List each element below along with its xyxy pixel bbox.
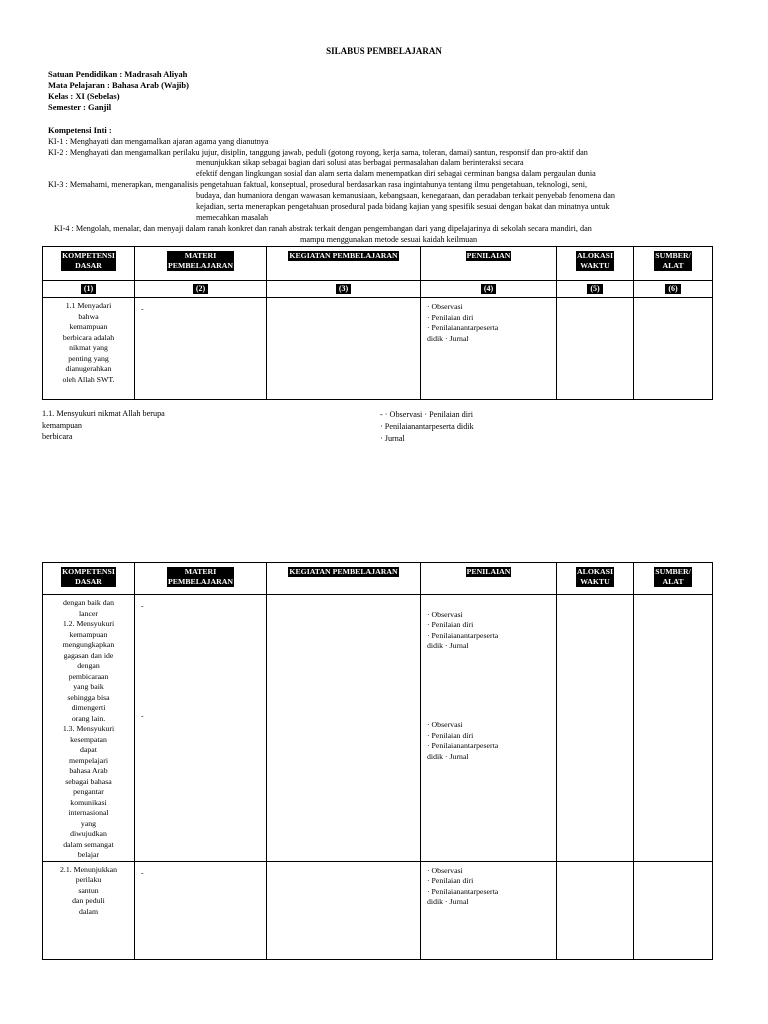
header-competence: KOMPETENSI DASAR [43,563,135,595]
col-number: (3) [267,281,421,298]
ki-3-line-3: kejadian, serta menerapkan pengetahuan prosedural pada bidang kajian yang spesifik sesuai dengan bakat dan minatnya untuk [196,202,610,211]
activities-cell [267,298,421,400]
material-cell: - [135,861,267,959]
material-item: - [141,601,144,610]
header-time: ALOKASI WAKTU [557,563,634,595]
col-number: (5) [557,281,634,298]
competence-cell: 1.1 Menyadari bahwa kemampuan berbicara adalah nikmat yang penting yang dianugerahkan oleh Allah SWT. [43,298,135,400]
material-cell: - [135,298,267,400]
material-item: - [141,710,144,720]
table-row [43,861,713,959]
assessment-cell [421,595,557,862]
document-title: SILABUS PEMBELAJARAN [326,46,442,56]
assessment-item: · Observasi · Penilaian diri · Penilaianantarpeserta didik · Jurnal [427,720,499,761]
assessment-cell: · Observasi · Penilaian diri · Penilaianantarpeserta didik · Jurnal [421,298,557,400]
time-cell [557,298,634,400]
ki-2-line-1: KI-2 : Menghayati dan mengamalkan perilaku jujur, disiplin, tanggung jawab, peduli (gotong royong, kerja sama, toleran, damai) santun, responsif dan pro-aktif dan [48,148,588,157]
source-cell [634,298,713,400]
assessment-item: · Observasi · Penilaian diri · Penilaianantarpeserta didik · Jurnal [427,609,499,651]
table-row [43,595,713,862]
header-source: SUMBER/ ALAT [634,563,713,595]
ki-4-line-1: KI-4 : Mengolah, menalar, dan menyaji dalam ranah konkret dan ranah abstrak terkait dengan pengembangan dari yang dipelajarinya di sekolah secara mandiri, dan [54,224,592,233]
header-material: MATERI PEMBELAJARAN [135,247,267,281]
ki-1: KI-1 : Menghayati dan mengamalkan ajaran agama yang dianutnya [48,137,269,146]
syllabus-table-2 [42,562,713,960]
activities-cell [267,595,421,862]
ki-2-line-3: efektif dengan lingkungan sosial dan alam serta dalam menempatkan diri sebagai cerminan bangsa dalam pergaulan dunia [196,169,596,178]
material-cell [135,595,267,862]
table-row [43,298,713,400]
class: Kelas : XI (Sebelas) [48,91,120,101]
source-cell [634,595,713,862]
header-assessment: PENILAIAN [421,247,557,281]
col-number: (2) [135,281,267,298]
loose-assessment-line-2: · Penilaianantarpeserta didik [380,422,474,431]
loose-assessment-line-3: · Jurnal [380,434,405,443]
loose-kd-line-3: berbicara [42,432,73,441]
col-number: (1) [43,281,135,298]
ki-3-line-4: memecahkan masalah [196,213,269,222]
semester: Semester : Ganjil [48,102,112,112]
core-competence-heading: Kompetensi Inti : [48,125,112,135]
ki-3-line-2: budaya, dan humaniora dengan wawasan kemanusiaan, kebangsaan, kenegaraan, dan peradaban terkait penyebab fenomena dan [196,191,615,200]
col-number: (4) [421,281,557,298]
subject: Mata Pelajaran : Bahasa Arab (Wajib) [48,80,189,90]
loose-kd-line-2: kemampuan [42,421,83,430]
header-activities: KEGIATAN PEMBELAJARAN [267,247,421,281]
loose-assessment-line-1: - · Observasi · Penilaian diri [380,410,473,419]
time-cell [557,595,634,862]
source-cell [634,861,713,959]
competence-cell: 2.1. Menunjukkan perilaku santun dan peduli dalam [43,861,135,959]
syllabus-table-1 [42,246,713,400]
time-cell [557,861,634,959]
header-activities: KEGIATAN PEMBELAJARAN [267,563,421,595]
loose-kd-line-1: 1.1. Mensyukuri nikmat Allah berupa [42,409,165,418]
activities-cell [267,861,421,959]
header-source: SUMBER/ ALAT [634,247,713,281]
ki-3-line-1: KI-3 : Memahami, menerapkan, menganalisis pengetahuan faktual, konseptual, prosedural berdasarkan rasa ingintahunya tentang ilmu pengetahuan, teknologi, seni, [48,180,588,189]
col-number: (6) [634,281,713,298]
ki-2-line-2: menunjukkan sikap sebagai bagian dari solusi atas berbagai permasalahan dalam berinteraksi secara [196,158,524,167]
header-competence: KOMPETENSI DASAR [43,247,135,281]
ki-4-line-2: mampu menggunakan metode sesuai kaidah keilmuan [300,235,478,244]
header-material: MATERI PEMBELAJARAN [135,563,267,595]
header-time: ALOKASI WAKTU [557,247,634,281]
assessment-cell: · Observasi · Penilaian diri · Penilaianantarpeserta didik · Jurnal [421,861,557,959]
header-assessment: PENILAIAN [421,563,557,595]
school-unit: Satuan Pendidikan : Madrasah Aliyah [48,69,188,79]
competence-cell: dengan baik dan lancer 1.2. Mensyukuri kemampuan mengungkapkan gagasan dan ide dengan pembicaraan yang baik sehingga bisa dimengerti orang lain. 1.3. Mensyukuri kesempatan dapat mempelajari bahasa Arab sebagai bahasa pengantar komunikasi internasional yang diwujudkan dalam semangat belajar [43,595,135,862]
